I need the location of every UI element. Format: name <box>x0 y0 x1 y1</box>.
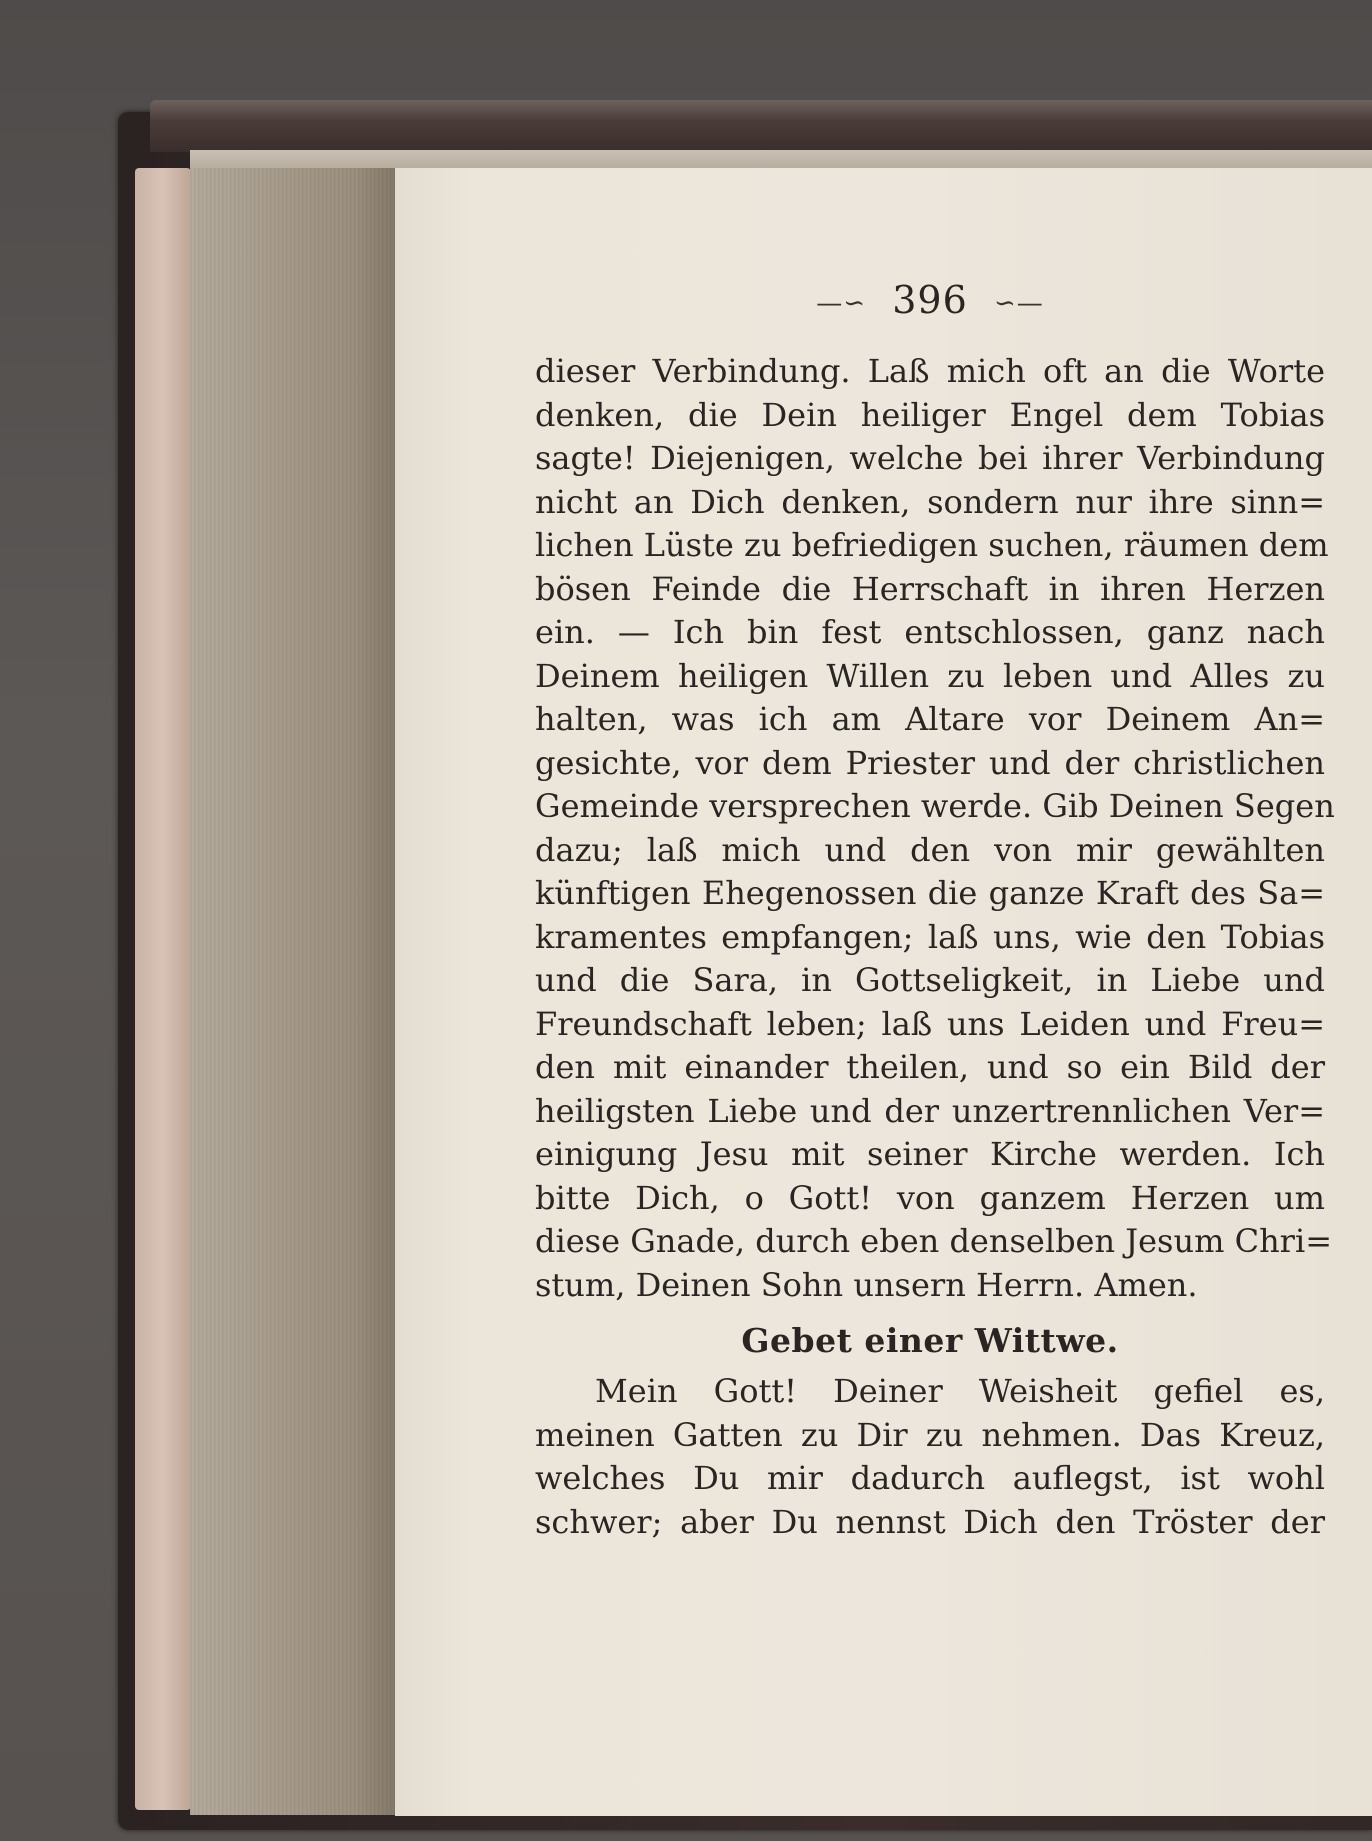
book-cover-inner-edge <box>135 168 191 1810</box>
text-line: dazu; laß mich und den von mir gewählten <box>535 830 1325 869</box>
text-line: bitte Dich, o Gott! von ganzem Herzen um <box>535 1178 1325 1217</box>
text-line: Mein Gott! Deiner Weisheit gefiel es, <box>595 1372 1325 1410</box>
text-line: Gemeinde versprechen werde. Gib Deinen Segen <box>535 787 1335 825</box>
text-line: kramentes empfangen; laß uns, wie den Tobias <box>535 917 1325 956</box>
page-block-top-edge <box>190 150 1372 168</box>
text-line: gesichte, vor dem Priester und der christlichen <box>535 743 1325 782</box>
text-line: welches Du mir dadurch auflegst, ist wohl <box>535 1459 1325 1497</box>
text-line: schwer; aber Du nennst Dich den Tröster der <box>535 1502 1325 1541</box>
text-line: Deinem heiligen Willen zu leben und Alles zu <box>535 656 1325 695</box>
prayer-paragraph <box>535 350 1335 1307</box>
text-line: ein. — Ich bin fest entschlossen, ganz nach <box>535 613 1325 651</box>
text-line: diese Gnade, durch eben denselben Jesum Chri= <box>535 1222 1333 1260</box>
text-line: künftigen Ehegenossen die ganze Kraft des Sa= <box>535 874 1325 912</box>
text-line: halten, was ich am Altare vor Deinem An= <box>535 700 1325 738</box>
page-number-header <box>535 278 1325 322</box>
text-line: meinen Gatten zu Dir zu nehmen. Das Kreuz, <box>535 1415 1325 1454</box>
ornament-right-icon: ∽— <box>993 288 1044 319</box>
text-line: dieser Verbindung. Laß mich oft an die Worte <box>535 352 1325 390</box>
text-line: lichen Lüste zu befriedigen suchen, räumen dem <box>535 526 1329 564</box>
book-cover-top-edge <box>150 100 1372 152</box>
ornament-left-icon: —∽ <box>816 288 867 319</box>
text-line: nicht an Dich denken, sondern nur ihre sinn= <box>535 482 1325 521</box>
text-line: bösen Feinde die Herrschaft in ihren Herzen <box>535 569 1325 608</box>
section-heading: Gebet einer Wittwe. <box>741 1321 1119 1360</box>
text-line: einigung Jesu mit seiner Kirche werden. Ich <box>535 1135 1325 1173</box>
text-line: Freundschaft leben; laß uns Leiden und Freu= <box>535 1004 1325 1043</box>
text-line: denken, die Dein heiliger Engel dem Tobias <box>535 395 1325 434</box>
widow-prayer-paragraph <box>535 1370 1325 1544</box>
text-line: und die Sara, in Gottseligkeit, in Liebe und <box>535 961 1325 999</box>
book-page <box>395 168 1372 1816</box>
text-line: stum, Deinen Sohn unsern Herrn. Amen. <box>535 1265 1198 1304</box>
text-line: sagte! Diejenigen, welche bei ihrer Verbindung <box>535 439 1325 477</box>
text-line: den mit einander theilen, und so ein Bild der <box>535 1048 1325 1086</box>
page-block-edge <box>190 150 395 1815</box>
text-line: heiligsten Liebe und der unzertrennlichen Ver= <box>535 1091 1325 1130</box>
page-content <box>535 278 1335 1544</box>
page-number: 396 <box>892 278 968 322</box>
